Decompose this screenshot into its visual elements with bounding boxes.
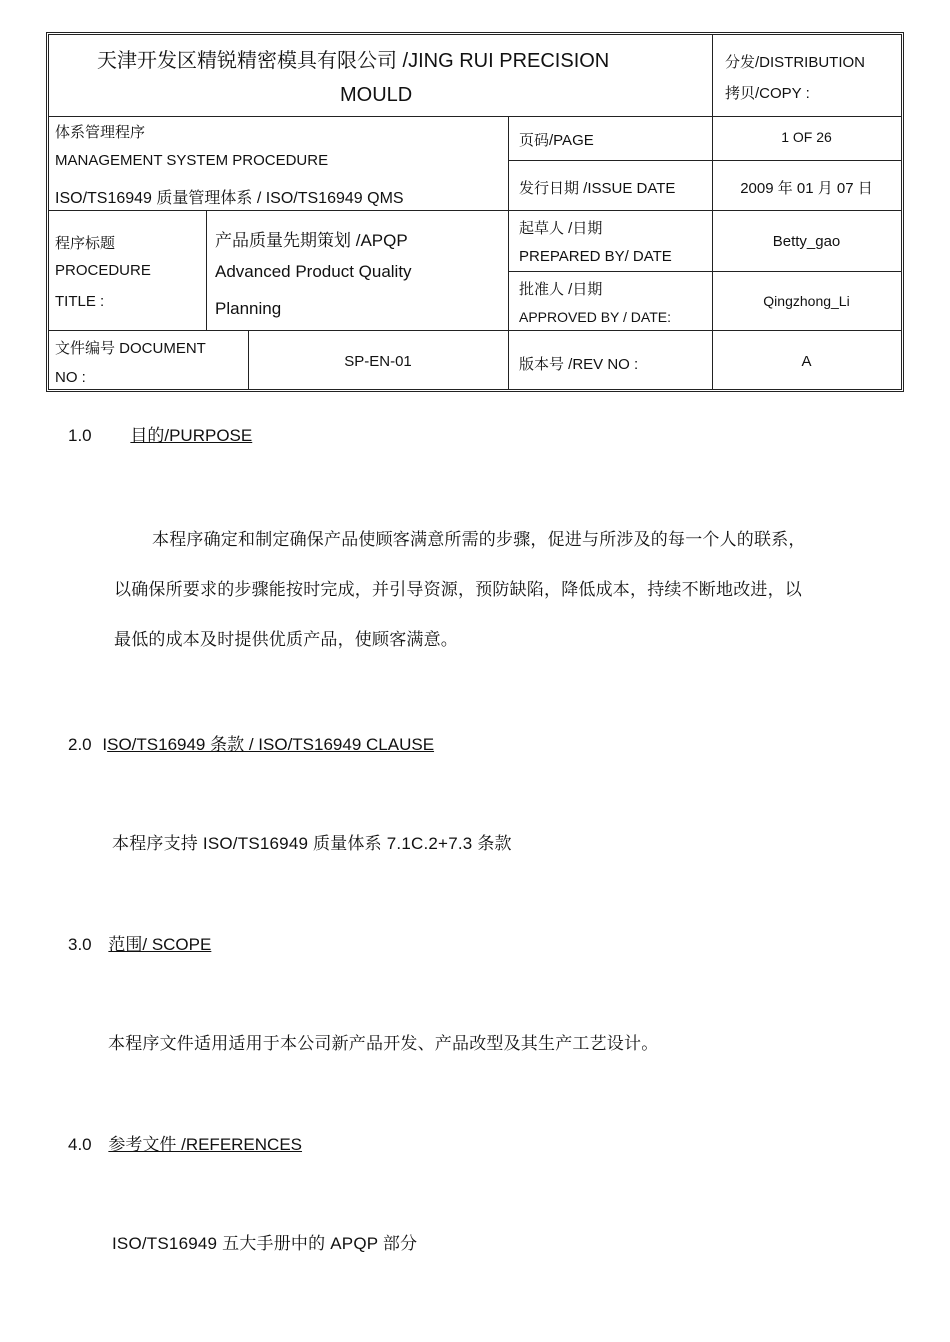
- section-clause-heading: [68, 730, 434, 755]
- document-no-label-2: NO :: [55, 369, 86, 386]
- system-procedure-qms: ISO/TS16949 质量管理体系 / ISO/TS16949 QMS: [55, 190, 404, 207]
- procedure-title-en2: Planning: [215, 299, 282, 318]
- procedure-title-cn: 产品质量先期策划 /APQP: [215, 231, 408, 250]
- document-header-table: [46, 32, 904, 392]
- section-title: SO/TS16949 条款 / ISO/TS16949 CLAUSE: [107, 735, 435, 754]
- section-purpose-heading: [68, 421, 252, 446]
- procedure-title-label-en1: PROCEDURE: [55, 262, 151, 279]
- issue-date-value: 2009 年 01 月 07 日: [740, 180, 873, 197]
- approved-by-label-cn: 批准人 /日期: [519, 281, 603, 298]
- section-title: 范围/ SCOPE: [108, 935, 212, 954]
- section-title: 参考文件 /REFERENCES: [108, 1135, 303, 1154]
- copy-label: 拷贝/COPY :: [725, 85, 810, 102]
- clause-paragraph: 本程序支持 ISO/TS16949 质量体系 7.1C.2+7.3 条款: [112, 834, 512, 853]
- section-number: 1.0: [68, 426, 92, 445]
- purpose-paragraph-line1: 本程序确定和制定确保产品使顾客满意所需的步骤，促进与所涉及的每一个人的联系，: [152, 530, 806, 549]
- procedure-title-en1: Advanced Product Quality: [215, 262, 412, 281]
- procedure-title-label-cn: 程序标题: [55, 235, 116, 252]
- system-procedure-en: MANAGEMENT SYSTEM PROCEDURE: [55, 152, 329, 169]
- distribution-label: 分发/DISTRIBUTION: [725, 54, 866, 71]
- approved-by-value: Qingzhong_Li: [763, 293, 850, 309]
- references-paragraph: ISO/TS16949 五大手册中的 APQP 部分: [112, 1234, 418, 1253]
- approved-by-label-en: APPROVED BY / DATE:: [519, 309, 671, 325]
- section-title-initial: I: [102, 735, 108, 754]
- section-references-heading: [68, 1130, 302, 1155]
- prepared-by-value: Betty_gao: [772, 233, 841, 250]
- section-number: 3.0: [68, 935, 92, 954]
- page-label: 页码/PAGE: [519, 132, 594, 149]
- prepared-by-label-cn: 起草人 /日期: [519, 220, 603, 237]
- scope-paragraph: 本程序文件适用适用于本公司新产品开发、产品改型及其生产工艺设计。: [108, 1034, 659, 1053]
- issue-date-label: 发行日期 /ISSUE DATE: [519, 180, 676, 197]
- company-name-line2: MOULD: [340, 84, 413, 106]
- page-value: 1 OF 26: [781, 129, 832, 145]
- system-procedure-cn: 体系管理程序: [55, 124, 146, 141]
- rev-no-value: A: [801, 353, 812, 370]
- purpose-paragraph-line3: 最低的成本及时提供优质产品，使顾客满意。: [114, 630, 458, 649]
- rev-no-label: 版本号 /REV NO :: [519, 356, 639, 373]
- section-scope-heading: [68, 930, 211, 955]
- section-number: 2.0: [68, 735, 92, 754]
- company-name-line1: 天津开发区精锐精密模具有限公司 /JING RUI PRECISION: [97, 50, 610, 72]
- document-no-value: SP-EN-01: [344, 353, 412, 370]
- document-no-label-1: 文件编号 DOCUMENT: [55, 340, 206, 357]
- purpose-paragraph-line2: 以确保所要求的步骤能按时完成，并引导资源，预防缺陷，降低成本，持续不断地改进，以: [114, 580, 802, 599]
- section-title: 目的/PURPOSE: [130, 426, 253, 445]
- procedure-title-label-en2: TITLE :: [55, 293, 105, 310]
- section-number: 4.0: [68, 1135, 92, 1154]
- prepared-by-label-en: PREPARED BY/ DATE: [519, 248, 672, 265]
